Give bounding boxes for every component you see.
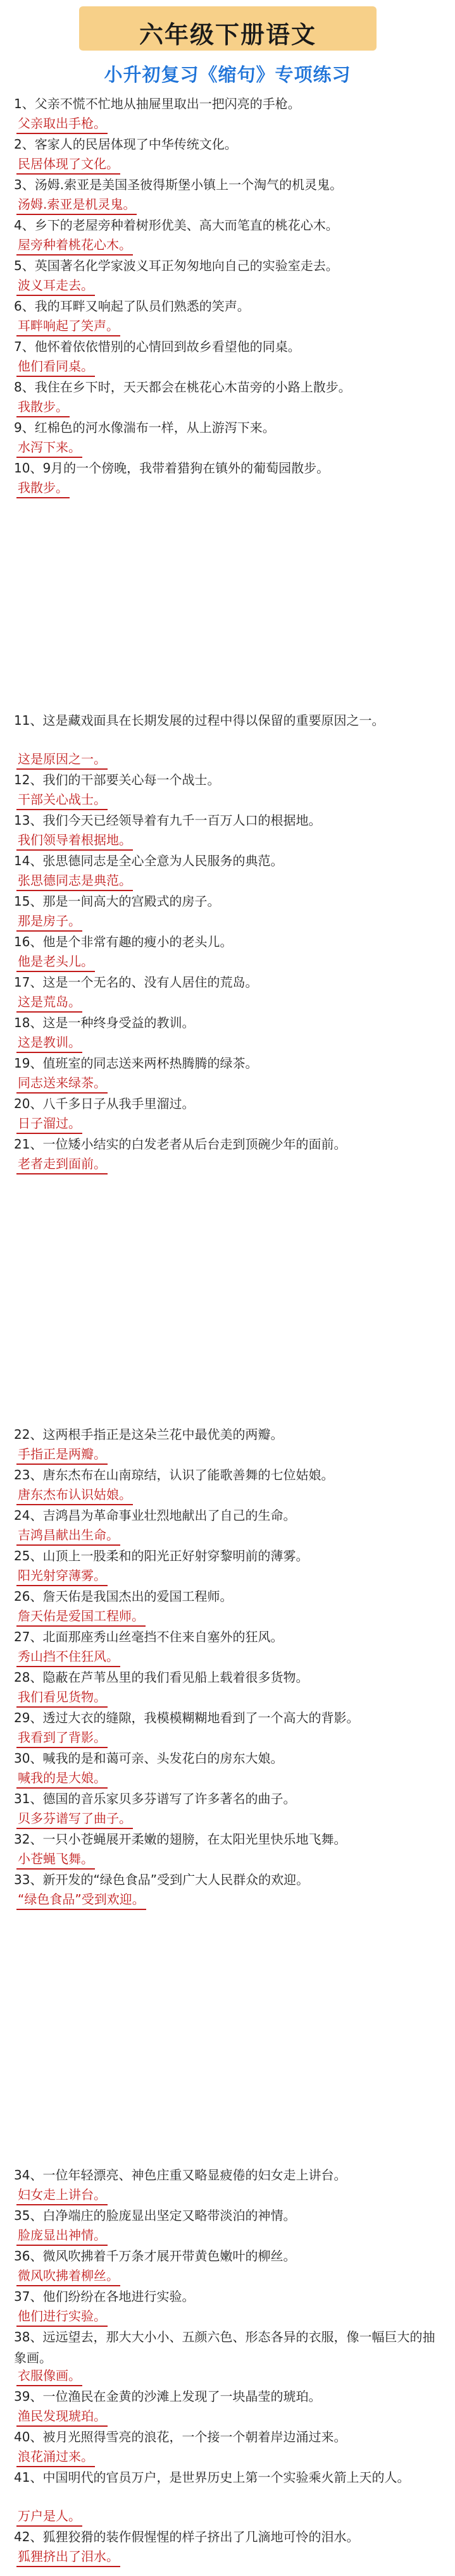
question-text: 11、这是藏戏面具在长期发展的过程中得以保留的重要原因之一。 bbox=[14, 713, 385, 728]
question-text: 20、八千多日子从我手里溜过。 bbox=[14, 1096, 195, 1111]
answer-text: 阳光射穿薄雾。 bbox=[16, 1566, 108, 1586]
question-text: 22、这两根手指正是这朵兰花中最优美的两瓣。 bbox=[14, 1427, 284, 1442]
question-text: 32、一只小苍蝇展开柔嫩的翅膀，在太阳光里快乐地飞舞。 bbox=[14, 1832, 347, 1847]
question-text: 18、这是一种终身受益的教训。 bbox=[14, 1015, 195, 1030]
page-subtitle: 小升初复习《缩句》专项练习 bbox=[104, 64, 351, 85]
question-text: 40、被月光照得雪亮的浪花，一个接一个朝着岸边涌过来。 bbox=[14, 2429, 347, 2444]
answer-text: 张思德同志是典范。 bbox=[16, 871, 133, 891]
answer-text: 他们进行实验。 bbox=[16, 2307, 108, 2327]
answer-text: 他们看同桌。 bbox=[16, 357, 95, 377]
answer-text: 父亲取出手枪。 bbox=[16, 114, 108, 134]
answer-text: 这是原因之一。 bbox=[16, 749, 108, 770]
question-text: 29、透过大衣的缝隙，我模模糊糊地看到了一个高大的背影。 bbox=[14, 1710, 359, 1725]
question-text: 26、詹天佑是我国杰出的爱国工程师。 bbox=[14, 1589, 233, 1604]
question-text: 2、客家人的民居体现了中华传统文化。 bbox=[14, 137, 237, 152]
answer-text: 日子溜过。 bbox=[16, 1114, 82, 1134]
question-text: 24、吉鸿昌为革命事业壮烈地献出了自己的生命。 bbox=[14, 1508, 296, 1523]
question-text: 36、微风吹拂着千万条才展开带黄色嫩叶的柳丝。 bbox=[14, 2248, 296, 2264]
answer-text: 他是老头儿。 bbox=[16, 952, 95, 972]
question-text: 1、父亲不慌不忙地从抽屉里取出一把闪亮的手枪。 bbox=[14, 96, 301, 111]
question-text: 37、他们纷纷在各地进行实验。 bbox=[14, 2289, 195, 2304]
answer-text: 这是教训。 bbox=[16, 1033, 82, 1053]
answer-text: 水泻下来。 bbox=[16, 438, 82, 458]
question-text: 25、山顶上一股柔和的阳光正好射穿黎明前的薄雾。 bbox=[14, 1548, 309, 1563]
answer-text: “绿色食品”受到欢迎。 bbox=[16, 1890, 146, 1910]
answer-text: 手指正是两瓣。 bbox=[16, 1445, 108, 1465]
answer-text: 小苍蝇飞舞。 bbox=[16, 1849, 95, 1870]
question-text: 30、喊我的是和蔼可亲、头发花白的房东大娘。 bbox=[14, 1751, 284, 1766]
answer-text: 秀山挡不住狂风。 bbox=[16, 1647, 120, 1667]
answer-text: 我们看见货物。 bbox=[16, 1687, 108, 1708]
question-text: 8、我住在乡下时，天天都会在桃花心木苗旁的小路上散步。 bbox=[14, 379, 351, 395]
question-text: 28、隐蔽在芦苇丛里的我们看见船上载着很多货物。 bbox=[14, 1670, 309, 1685]
answer-text: 我看到了背影。 bbox=[16, 1728, 108, 1748]
question-text: 15、那是一间高大的宫殿式的房子。 bbox=[14, 894, 220, 909]
answer-text: 屋旁种着桃花心木。 bbox=[16, 235, 133, 256]
page-title: 六年级下册语文 bbox=[139, 21, 316, 49]
question-text: 23、唐东杰布在山南琼结，认识了能歌善舞的七位姑娘。 bbox=[14, 1467, 334, 1482]
title-banner bbox=[79, 6, 377, 51]
answer-text: 民居体现了文化。 bbox=[16, 154, 120, 175]
question-text: 7、他怀着依依惜别的心情回到故乡看望他的同桌。 bbox=[14, 339, 301, 354]
answer-text: 老者走到面前。 bbox=[16, 1154, 108, 1174]
answer-text: 耳畔响起了笑声。 bbox=[16, 316, 120, 336]
answer-text: 贝多芬谱写了曲子。 bbox=[16, 1809, 133, 1829]
question-text: 12、我们的干部要关心每一个战士。 bbox=[14, 772, 220, 787]
question-text: 31、德国的音乐家贝多芬谱写了许多著名的曲子。 bbox=[14, 1791, 296, 1806]
answer-text: 我散步。 bbox=[16, 397, 70, 417]
question-text: 41、中国明代的官员万户，是世界历史上第一个实验乘火箭上天的人。 bbox=[14, 2470, 410, 2485]
question-text: 10、9月的一个傍晚，我带着猎狗在镇外的葡萄园散步。 bbox=[14, 460, 330, 476]
question-text: 39、一位渔民在金黄的沙滩上发现了一块晶莹的琥珀。 bbox=[14, 2389, 321, 2404]
question-text: 6、我的耳畔又响起了队员们熟悉的笑声。 bbox=[14, 299, 250, 314]
answer-text: 妇女走上讲台。 bbox=[16, 2185, 108, 2205]
answer-text: 这是荒岛。 bbox=[16, 992, 82, 1013]
answer-text: 万户是人。 bbox=[16, 2506, 82, 2527]
question-text: 14、张思德同志是全心全意为人民服务的典范。 bbox=[14, 853, 284, 868]
answer-text: 浪花涌过来。 bbox=[16, 2447, 95, 2467]
question-text: 3、汤姆.索亚是美国圣彼得斯堡小镇上一个淘气的机灵鬼。 bbox=[14, 177, 343, 192]
answer-text: 那是房子。 bbox=[16, 911, 82, 932]
question-text: 35、白净端庄的脸庞显出坚定又略带淡泊的神情。 bbox=[14, 2208, 296, 2223]
question-text: 33、新开发的“绿色食品”受到广大人民群众的欢迎。 bbox=[14, 1872, 309, 1887]
answer-text: 詹天佑是爱国工程师。 bbox=[16, 1606, 146, 1627]
answer-text: 狐狸挤出了泪水。 bbox=[16, 2547, 120, 2567]
answer-text: 渔民发现琥珀。 bbox=[16, 2407, 108, 2427]
question-text: 16、他是个非常有趣的瘦小的老头儿。 bbox=[14, 934, 233, 949]
answer-text: 喊我的是大娘。 bbox=[16, 1768, 108, 1789]
answer-text: 脸庞显出神情。 bbox=[16, 2226, 108, 2246]
answer-text: 衣服像画。 bbox=[16, 2366, 82, 2386]
answer-text: 干部关心战士。 bbox=[16, 790, 108, 810]
question-text: 34、一位年轻漂亮、神色庄重又略显疲倦的妇女走上讲台。 bbox=[14, 2167, 347, 2183]
question-text: 27、北面那座秀山丝毫挡不住来自塞外的狂风。 bbox=[14, 1629, 284, 1644]
question-text: 5、英国著名化学家波义耳正匆匆地向自己的实验室走去。 bbox=[14, 258, 339, 273]
answer-text: 微风吹拂着柳丝。 bbox=[16, 2266, 120, 2286]
answer-text: 波义耳走去。 bbox=[16, 276, 95, 296]
answer-text: 同志送来绿茶。 bbox=[16, 1073, 108, 1094]
answer-text: 我们领导着根据地。 bbox=[16, 830, 133, 851]
question-text: 42、狐狸狡猾的装作假惺惺的样子挤出了几滴地可怜的泪水。 bbox=[14, 2529, 359, 2544]
question-text: 13、我们今天已经领导着有九千一百万人口的根据地。 bbox=[14, 813, 321, 828]
answer-text: 我散步。 bbox=[16, 478, 70, 498]
answer-text: 唐东杰布认识姑娘。 bbox=[16, 1485, 133, 1505]
question-text: 38、远远望去，那大大小小、五颜六色、形态各异的衣服，像一幅巨大的抽象画。 bbox=[14, 2329, 435, 2365]
question-text: 9、红棉色的河水像湍布一样，从上游泻下来。 bbox=[14, 420, 275, 435]
answer-text: 吉鸿昌献出生命。 bbox=[16, 1525, 120, 1546]
question-text: 4、乡下的老屋旁种着树形优美、高大而笔直的桃花心木。 bbox=[14, 218, 339, 233]
question-text: 21、一位矮小结实的白发老者从后台走到顶碗少年的面前。 bbox=[14, 1137, 347, 1152]
answer-text: 汤姆.索亚是机灵鬼。 bbox=[16, 195, 137, 215]
question-text: 17、这是一个无名的、没有人居住的荒岛。 bbox=[14, 975, 258, 990]
question-text: 19、值班室的同志送来两杯热腾腾的绿茶。 bbox=[14, 1056, 258, 1071]
